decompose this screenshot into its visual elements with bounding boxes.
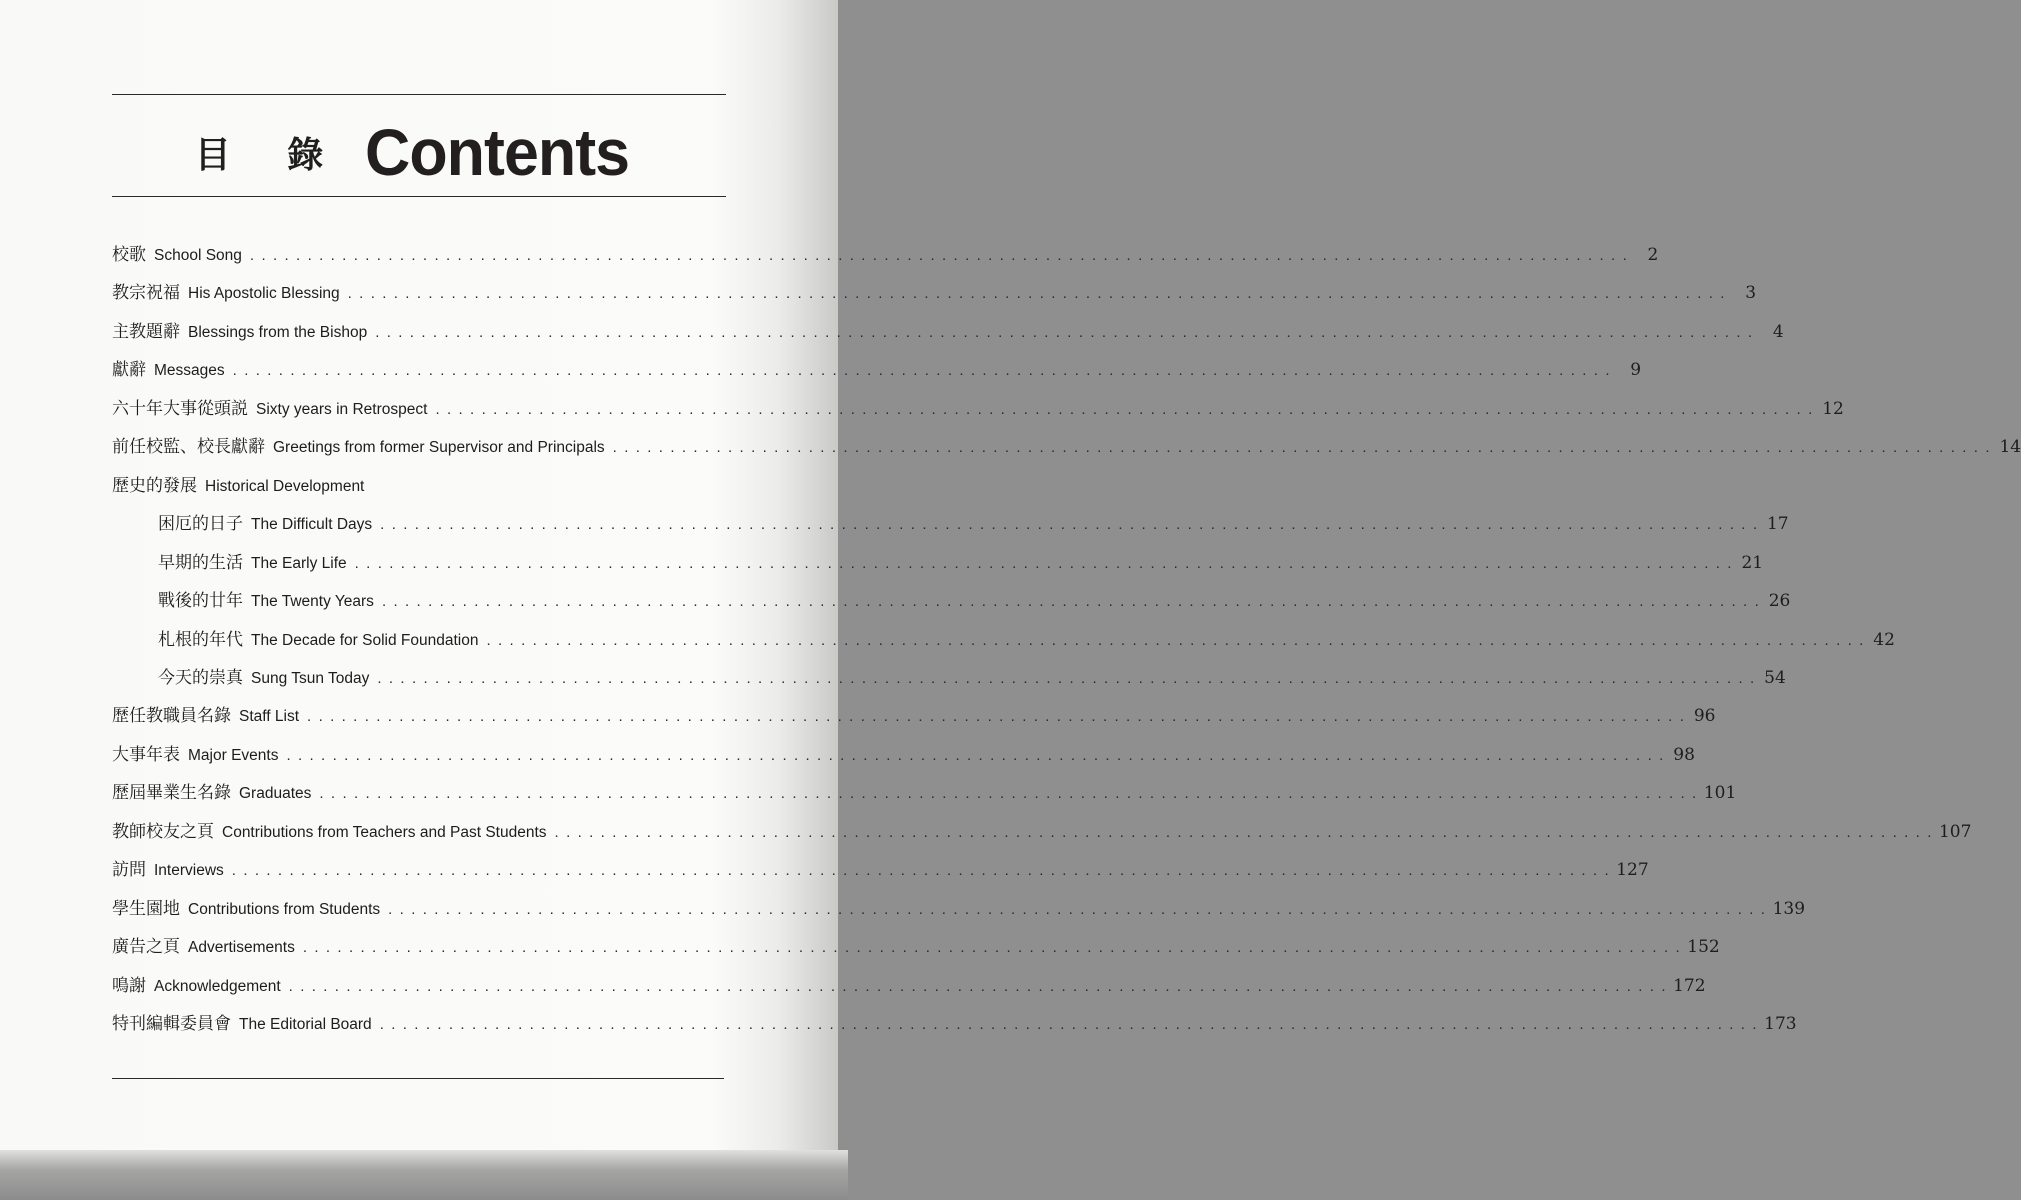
toc-entry: [112, 432, 2021, 462]
toc-entry-chinese-title: 教宗祝福: [112, 283, 180, 304]
toc-entry-page-number: 21: [1741, 552, 1764, 573]
toc-entry-page-number: 101: [1703, 783, 1737, 804]
dot-leader: . . . . . . . . . . . . . . . . . . . . . . . . . . . . . . . . . . . . . . . . . . . . . . . . . . . . . . . . . . . . . . . . . . . . . . . . . . . . . . . . . . . . . . . . . . . . . . . . . . . . . . . . . . . . . . . . . . . . . . . .: [486, 631, 1865, 649]
toc-entry-page-number: 54: [1764, 667, 1786, 688]
toc-entry-page-number: 172: [1673, 975, 1706, 996]
toc-entry-page-number: 96: [1693, 706, 1716, 727]
toc-entry-page-number: 3: [1745, 283, 1757, 304]
toc-entry-chinese-title: 主教題辭: [112, 321, 180, 342]
dot-leader: . . . . . . . . . . . . . . . . . . . . . . . . . . . . . . . . . . . . . . . . . . . . . . . . . . . . . . . . . . . . . . . . . . . . . . . . . . . . . . . . . . . . . . . . . . . . . . . . . . . . . . . . . . . . . . . . . . . . . . . .: [286, 746, 1665, 764]
toc-entry-english-title: School Song: [154, 247, 242, 264]
toc-entry-english-title: Staff List: [239, 708, 300, 726]
dot-leader: . . . . . . . . . . . . . . . . . . . . . . . . . . . . . . . . . . . . . . . . . . . . . . . . . . . . . . . . . . . . . . . . . . . . . . . . . . . . . . . . . . . . . . . . . . . . . . . . . . . . . . . . . . . . . . . . . . . . . . . .: [288, 977, 1668, 995]
toc-entry-english-title: His Apostolic Blessing: [188, 285, 340, 303]
toc-entry-chinese-title: 大事年表: [112, 744, 180, 765]
toc-entry-chinese-title: 六十年大事從頭説: [112, 398, 248, 419]
toc-entry-chinese-title: 札根的年代: [158, 629, 243, 650]
dot-leader: . . . . . . . . . . . . . . . . . . . . . . . . . . . . . . . . . . . . . . . . . . . . . . . . . . . . . . . . . . . . . . . . . . . . . . . . . . . . . . . . . . . . . . . . . . . . . . . . . . . . . . . . . . . . . . . . . . . . . . . .: [380, 516, 1759, 534]
toc-entry-chinese-title: 歷任教職員名錄: [112, 706, 231, 727]
toc-entry: [112, 317, 1784, 347]
toc-entry: [158, 663, 1786, 693]
dot-leader: . . . . . . . . . . . . . . . . . . . . . . . . . . . . . . . . . . . . . . . . . . . . . . . . . . . . . . . . . . . . . . . . . . . . . . . . . . . . . . . . . . . . . . . . . . . . . . . . . . . . . . . . . . . . . . . . . . . . . . . .: [612, 439, 1992, 457]
toc-entry: [112, 817, 1972, 847]
toc-entry-page-number: 127: [1616, 860, 1649, 881]
toc-entry-english-title: The Early Life: [251, 554, 347, 572]
toc-entry-english-title: Major Events: [188, 746, 279, 764]
toc-entry: [112, 1009, 1797, 1039]
toc-entry-chinese-title: 鳴謝: [112, 975, 146, 996]
toc-entry-page-number: 9: [1630, 360, 1642, 381]
toc-entry-page-number: 17: [1766, 514, 1789, 535]
toc-entry-english-title: Sixty years in Retrospect: [256, 400, 428, 418]
toc-entry-english-title: Messages: [154, 362, 225, 380]
toc-entry-chinese-title: 特刊編輯委員會: [112, 1014, 231, 1034]
dot-leader: . . . . . . . . . . . . . . . . . . . . . . . . . . . . . . . . . . . . . . . . . . . . . . . . . . . . . . . . . . . . . . . . . . . . . . . . . . . . . . . . . . . . . . . . . . . . . . . . . . . . . . . . . . . . . . . . . . . . . . . .: [388, 900, 1767, 918]
toc-entry: [158, 509, 1789, 539]
dot-leader: . . . . . . . . . . . . . . . . . . . . . . . . . . . . . . . . . . . . . . . . . . . . . . . . . . . . . . . . . . . . . . . . . . . . . . . . . . . . . . . . . . . . . . . . . . . . . . . . . . . . . . . . . . . . . . . . . . . . . . . .: [307, 708, 1686, 726]
toc-entry: [112, 355, 1642, 385]
toc-entry-english-title: Historical Development: [205, 477, 365, 495]
toc-entry-english-title: Sung Tsun Today: [251, 669, 370, 687]
toc-entry: [158, 625, 1895, 655]
toc-entry-chinese-title: 教師校友之頁: [112, 821, 214, 842]
toc-entry-chinese-title: 訪問: [112, 860, 146, 881]
toc-entry-chinese-title: 學生園地: [112, 898, 180, 919]
bottom-rule: [112, 1078, 724, 1079]
toc-entry: [112, 971, 1706, 1001]
toc-entry-chinese-title: 前任校監、校長獻辭: [112, 437, 265, 458]
toc-entry: [112, 740, 1695, 770]
toc-entry-english-title: The Difficult Days: [251, 516, 373, 534]
toc-entry-chinese-title: 戰後的廿年: [158, 591, 243, 612]
dot-leader: . . . . . . . . . . . . . . . . . . . . . . . . . . . . . . . . . . . . . . . . . . . . . . . . . . . . . . . . . . . . . . . . . . . . . . . . . . . . . . . . . . . . . . . . . . . . . . . . . . . . . . . . . . . . . . . . . . . . . . . .: [347, 285, 1727, 303]
dot-leader: . . . . . . . . . . . . . . . . . . . . . . . . . . . . . . . . . . . . . . . . . . . . . . . . . . . . . . . . . . . . . . . . . . . . . . . . . . . . . . . . . . . . . . . . . . . . . . . . . . . . . . . . . . . . . . . . . . . . . . . .: [435, 400, 1814, 418]
dot-leader: . . . . . . . . . . . . . . . . . . . . . . . . . . . . . . . . . . . . . . . . . . . . . . . . . . . . . . . . . . . . . . . . . . . . . . . . . . . . . . . . . . . . . . . . . . . . . . . . . . . . . . . . . . . . . . . . . . . . . . . .: [375, 323, 1754, 341]
toc-entry: [112, 471, 725, 501]
toc-entry-english-title: Graduates: [239, 785, 312, 803]
dot-leader: . . . . . . . . . . . . . . . . . . . . . . . . . . . . . . . . . . . . . . . . . . . . . . . . . . . . . . . . . . . . . . . . . . . . . . . . . . . . . . . . . . . . . . . . . . . . . . . . . . . . . . . . . . . . . . . . . . . . . . . .: [302, 939, 1682, 957]
dot-leader: . . . . . . . . . . . . . . . . . . . . . . . . . . . . . . . . . . . . . . . . . . . . . . . . . . . . . . . . . . . . . . . . . . . . . . . . . . . . . . . . . . . . . . . . . . . . . . . . . . . . . . . . . . . . . . . . . . . . . . . .: [354, 554, 1734, 572]
toc-entry: [112, 932, 1720, 962]
toc-entry-page-number: 2: [1647, 245, 1659, 265]
dot-leader: . . . . . . . . . . . . . . . . . . . . . . . . . . . . . . . . . . . . . . . . . . . . . . . . . . . . . . . . . . . . . . . . . . . . . . . . . . . . . . . . . . . . . . . . . . . . . . . . . . . . . . . . . . . . . . . . . . . . . . . .: [249, 247, 1629, 264]
toc-entry-english-title: Contributions from Teachers and Past Students: [222, 823, 547, 841]
toc-entry-page-number: 4: [1772, 321, 1784, 342]
dot-leader: . . . . . . . . . . . . . . . . . . . . . . . . . . . . . . . . . . . . . . . . . . . . . . . . . . . . . . . . . . . . . . . . . . . . . . . . . . . . . . . . . . . . . . . . . . . . . . . . . . . . . . . . . . . . . . . . . . . . . . . .: [232, 362, 1612, 380]
toc-entry-chinese-title: 歷屆畢業生名錄: [112, 783, 231, 804]
toc-entry-page-number: 107: [1938, 821, 1972, 842]
toc-entry: [112, 394, 1844, 424]
toc-entry-chinese-title: 校歌: [112, 245, 146, 265]
toc-entry-chinese-title: 今天的崇真: [158, 667, 243, 688]
toc-entry-chinese-title: 困厄的日子: [158, 514, 243, 535]
title-chinese: 目 錄: [194, 134, 346, 176]
toc-entry-chinese-title: 獻辭: [112, 360, 146, 381]
toc-entry: [112, 701, 1716, 731]
toc-entry-english-title: Advertisements: [188, 939, 295, 957]
toc-entry: [112, 278, 1757, 308]
dot-leader: . . . . . . . . . . . . . . . . . . . . . . . . . . . . . . . . . . . . . . . . . . . . . . . . . . . . . . . . . . . . . . . . . . . . . . . . . . . . . . . . . . . . . . . . . . . . . . . . . . . . . . . . . . . . . . . . . . . . . . . .: [319, 785, 1698, 803]
dot-leader: . . . . . . . . . . . . . . . . . . . . . . . . . . . . . . . . . . . . . . . . . . . . . . . . . . . . . . . . . . . . . . . . . . . . . . . . . . . . . . . . . . . . . . . . . . . . . . . . . . . . . . . . . . . . . . . . . . . . . . . .: [554, 823, 1933, 841]
toc-entry-english-title: Acknowledgement: [154, 977, 281, 995]
toc-entry-page-number: 14: [1999, 437, 2021, 458]
toc-entry-page-number: 173: [1764, 1014, 1797, 1034]
toc-entry-english-title: Contributions from Students: [188, 900, 381, 918]
toc-entry-english-title: The Editorial Board: [239, 1016, 372, 1033]
toc-entry: [112, 778, 1737, 808]
toc-entry-chinese-title: 歷史的發展: [112, 475, 197, 496]
toc-entry-page-number: 98: [1673, 744, 1695, 765]
toc-entry-english-title: The Twenty Years: [251, 593, 374, 611]
toc-entry-page-number: 152: [1687, 937, 1720, 958]
toc-entry-page-number: 42: [1873, 629, 1895, 650]
scan-shadow: [0, 1150, 848, 1200]
dot-leader: . . . . . . . . . . . . . . . . . . . . . . . . . . . . . . . . . . . . . . . . . . . . . . . . . . . . . . . . . . . . . . . . . . . . . . . . . . . . . . . . . . . . . . . . . . . . . . . . . . . . . . . . . . . . . . . . . . . . . . . .: [231, 862, 1611, 880]
toc-entry: [112, 894, 1806, 924]
dot-leader: . . . . . . . . . . . . . . . . . . . . . . . . . . . . . . . . . . . . . . . . . . . . . . . . . . . . . . . . . . . . . . . . . . . . . . . . . . . . . . . . . . . . . . . . . . . . . . . . . . . . . . . . . . . . . . . . . . . . . . . .: [377, 669, 1756, 687]
toc-entry-english-title: Blessings from the Bishop: [188, 323, 368, 341]
toc-entry-english-title: The Decade for Solid Foundation: [251, 631, 479, 649]
toc-entry-chinese-title: 廣告之頁: [112, 937, 180, 958]
toc-entry-english-title: Interviews: [154, 862, 224, 880]
toc-entry-page-number: 139: [1772, 898, 1806, 919]
toc-entry: [158, 586, 1791, 616]
title-english: Contents: [365, 115, 630, 189]
toc-entry-chinese-title: 早期的生活: [158, 552, 243, 573]
toc-entry: [112, 240, 1659, 270]
dot-leader: . . . . . . . . . . . . . . . . . . . . . . . . . . . . . . . . . . . . . . . . . . . . . . . . . . . . . . . . . . . . . . . . . . . . . . . . . . . . . . . . . . . . . . . . . . . . . . . . . . . . . . . . . . . . . . . . . . . . . . . .: [379, 1016, 1759, 1033]
toc-entry-page-number: 12: [1822, 398, 1844, 419]
dot-leader: . . . . . . . . . . . . . . . . . . . . . . . . . . . . . . . . . . . . . . . . . . . . . . . . . . . . . . . . . . . . . . . . . . . . . . . . . . . . . . . . . . . . . . . . . . . . . . . . . . . . . . . . . . . . . . . . . . . . . . . .: [381, 593, 1761, 611]
toc-entry-english-title: Greetings from former Supervisor and Principals: [273, 439, 605, 457]
toc-entry-page-number: 26: [1768, 591, 1791, 612]
toc-entry: [158, 548, 1764, 578]
toc-entry: [112, 855, 1649, 885]
